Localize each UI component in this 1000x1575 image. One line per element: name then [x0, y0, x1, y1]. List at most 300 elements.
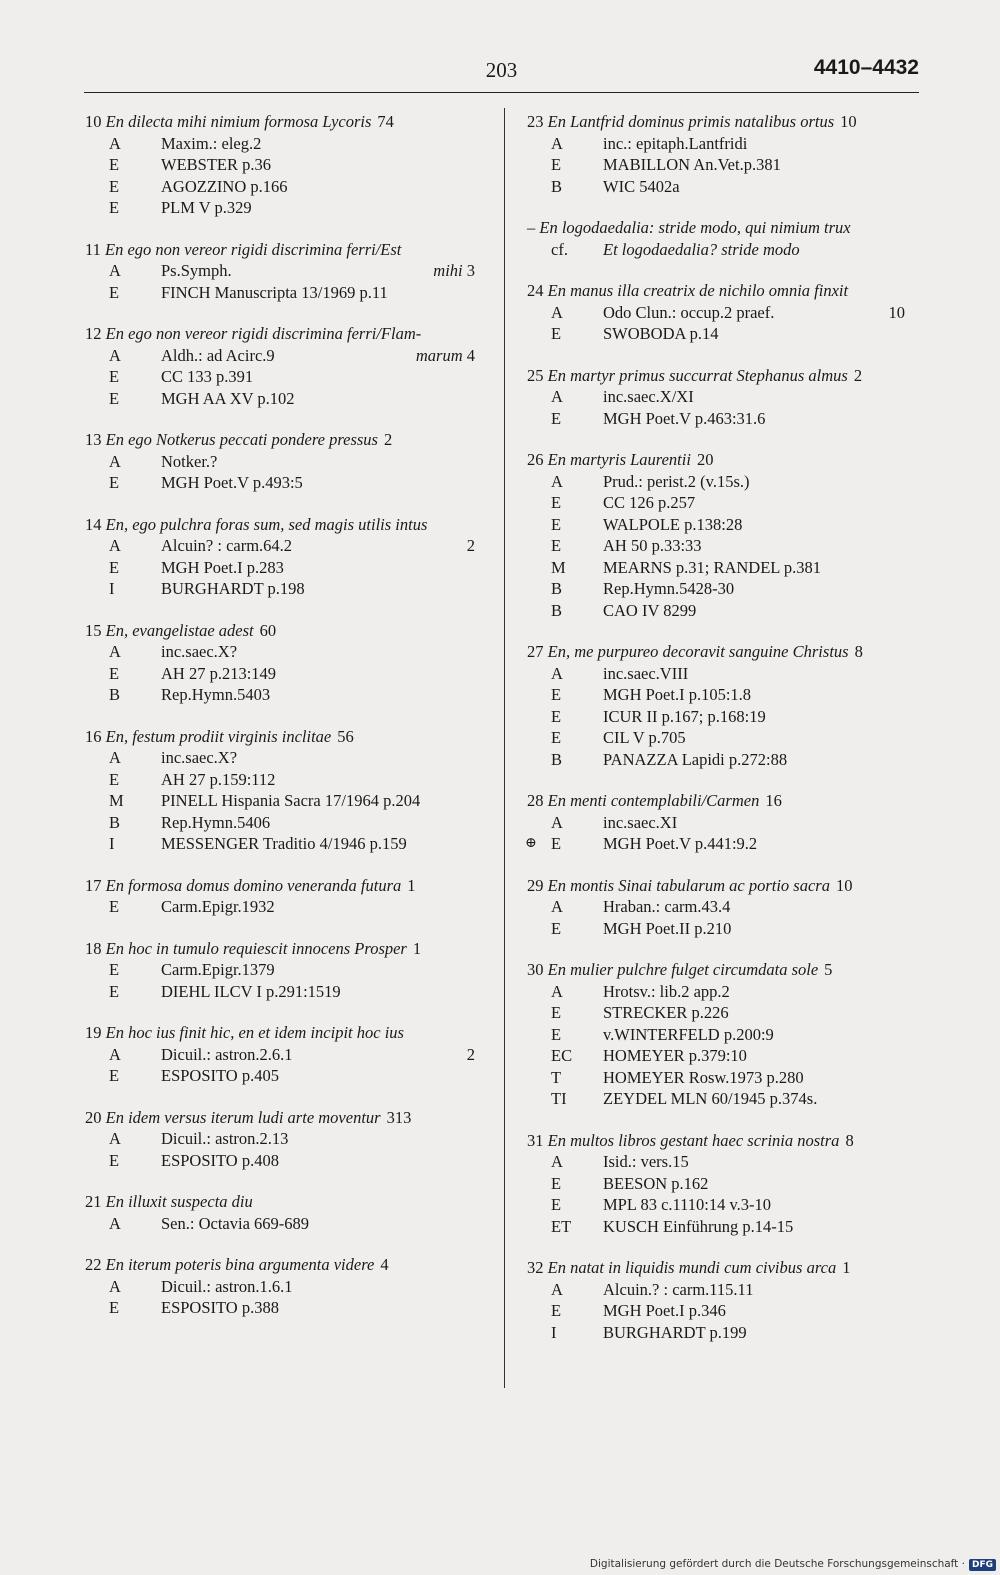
reference-row	[527, 557, 917, 579]
entry-heading	[85, 938, 487, 960]
reference-code: E	[109, 769, 120, 789]
reference-code: E	[551, 1195, 562, 1214]
reference-code: A	[551, 302, 563, 322]
reference-source: inc.saec.X?	[161, 748, 238, 767]
reference-code: A	[551, 471, 563, 491]
index-entry	[85, 1191, 487, 1234]
reference-code: A	[109, 1213, 121, 1233]
reference-source: STRECKER p.226	[603, 1003, 729, 1022]
entry-incipit: En idem versus iterum ludi arte moventur	[105, 1107, 381, 1127]
reference-row	[85, 812, 487, 834]
entry-incipit: En logodaedalia: stride modo, qui nimium trux	[539, 218, 851, 237]
index-entry	[85, 620, 487, 706]
index-entry	[527, 875, 917, 940]
reference-row	[527, 1300, 917, 1322]
entry-incipit: En, ego pulchra foras sum, sed magis utilis intus	[105, 514, 428, 534]
entry-incipit: En, evangelistae adest	[105, 620, 254, 640]
reference-count: 4	[466, 345, 475, 365]
reference-code: A	[109, 345, 121, 365]
entry-heading	[85, 726, 487, 748]
entry-number: 23	[527, 112, 548, 131]
reference-source: ESPOSITO p.408	[161, 1150, 279, 1170]
reference-code: E	[109, 663, 120, 683]
reference-source: Prud.: perist.2 (v.15s.)	[603, 471, 750, 491]
reference-row	[85, 1065, 487, 1087]
reference-row	[527, 239, 917, 261]
entry-heading	[527, 217, 917, 239]
reference-row	[85, 133, 487, 155]
entry-incipit: En Lantfrid dominus primis natalibus ortus	[547, 112, 835, 131]
reference-code: B	[551, 749, 563, 769]
index-entry	[85, 1107, 487, 1172]
entry-number: 22	[85, 1255, 106, 1274]
reference-source: inc.saec.X?	[161, 642, 238, 661]
reference-code: A	[109, 1044, 121, 1064]
reference-source: AH 50 p.33:33	[603, 536, 702, 555]
reference-code: cf.	[551, 239, 568, 259]
reference-code: B	[109, 812, 121, 832]
reference-code: E	[551, 493, 562, 512]
entry-count: 74	[377, 112, 394, 131]
reference-source: HOMEYER Rosw.1973 p.280	[603, 1067, 804, 1087]
reference-code: A	[551, 1279, 563, 1299]
reference-row	[85, 388, 487, 410]
reference-right	[416, 345, 475, 367]
reference-row	[527, 1322, 917, 1344]
reference-code: E	[109, 1150, 120, 1170]
entry-number: 32	[527, 1258, 548, 1277]
entry-heading	[85, 1022, 487, 1044]
reference-code: E	[551, 324, 562, 343]
reference-source: WALPOLE p.138:28	[603, 514, 743, 534]
entry-count: 2	[853, 365, 863, 385]
reference-source: MGH Poet.I p.283	[161, 557, 284, 577]
entry-count: 5	[824, 960, 833, 979]
reference-row	[527, 1067, 917, 1089]
reference-source: MGH Poet.V p.441:9.2	[603, 834, 758, 853]
index-entry	[85, 1254, 487, 1319]
index-entry	[527, 111, 917, 197]
entry-heading	[527, 641, 917, 663]
reference-code: A	[109, 748, 121, 767]
reference-source: Rep.Hymn.5428-30	[603, 579, 735, 598]
entry-count: 10	[835, 875, 853, 895]
reference-row	[527, 514, 917, 536]
reference-row	[527, 812, 917, 834]
reference-row	[527, 133, 917, 155]
reference-source: FINCH Manuscripta 13/1969 p.11	[161, 282, 388, 302]
reference-source: Carm.Epigr.1932	[161, 897, 275, 916]
reference-row	[85, 684, 487, 706]
reference-source: BEESON p.162	[603, 1173, 709, 1193]
reference-row	[85, 1150, 487, 1172]
reference-row	[527, 663, 917, 685]
entry-heading	[527, 1130, 917, 1152]
reference-source: Isid.: vers.15	[603, 1152, 689, 1171]
reference-row	[527, 176, 917, 198]
reference-source: CIL V p.705	[603, 728, 686, 747]
entry-incipit: En formosa domus domino veneranda futura	[105, 875, 402, 895]
reference-code: E	[109, 557, 120, 577]
entry-number: 18	[85, 938, 106, 958]
entry-number: 10	[85, 112, 106, 131]
reference-source: Dicuil.: astron.2.6.1	[161, 1044, 293, 1064]
reference-right	[467, 1044, 475, 1066]
entry-count: 1	[842, 1258, 851, 1277]
reference-code: E	[109, 960, 120, 979]
reference-row	[85, 197, 487, 219]
reference-source: PLM V p.329	[161, 198, 252, 217]
entry-number: 26	[527, 450, 548, 469]
entry-incipit: En ego Notkerus peccati pondere pressus	[105, 430, 378, 449]
reference-source: WEBSTER p.36	[161, 155, 271, 174]
entry-heading	[527, 365, 917, 387]
reference-source: MESSENGER Traditio 4/1946 p.159	[161, 834, 407, 853]
reference-row	[527, 749, 917, 771]
entry-number: 27	[527, 642, 548, 661]
reference-row	[527, 578, 917, 600]
reference-code: EC	[551, 1046, 573, 1065]
reference-source: SWOBODA p.14	[603, 324, 719, 343]
entry-count: 313	[386, 1107, 412, 1127]
reference-right	[433, 260, 475, 282]
reference-code: A	[551, 1152, 563, 1171]
footer-credit	[590, 1558, 996, 1571]
entry-incipit: En martyris Laurentii	[547, 450, 691, 469]
reference-code: TI	[551, 1089, 567, 1108]
index-entry	[85, 239, 487, 304]
entry-incipit: En ego non vereor rigidi discrimina ferri/Est	[105, 239, 402, 259]
reference-code: E	[109, 1298, 120, 1317]
reference-count: 2	[466, 536, 475, 555]
entry-incipit: En multos libros gestant haec scrinia nostra	[547, 1130, 840, 1150]
page-number: 203	[485, 58, 518, 82]
entry-count: 60	[259, 620, 277, 640]
entry-incipit: En iterum poteris bina argumenta videre	[105, 1255, 375, 1274]
reference-row	[85, 557, 487, 579]
reference-row	[85, 790, 487, 812]
reference-row	[85, 366, 487, 388]
index-entry	[85, 111, 487, 219]
entry-count: 1	[412, 938, 422, 958]
entry-count: 56	[337, 726, 354, 746]
reference-row	[527, 896, 917, 918]
reference-code: A	[109, 1276, 121, 1296]
reference-code: ET	[551, 1216, 572, 1236]
reference-row	[85, 176, 487, 198]
reference-code: A	[551, 387, 563, 406]
entry-heading	[85, 111, 487, 133]
reference-row	[527, 1002, 917, 1024]
reference-row	[527, 386, 917, 408]
reference-code: E	[551, 1024, 562, 1044]
reference-source: Notker.?	[161, 451, 218, 471]
reference-row	[85, 1297, 487, 1319]
reference-source: MGH Poet.V p.493:5	[161, 473, 303, 492]
reference-row	[85, 641, 487, 663]
reference-row	[85, 154, 487, 176]
reference-source: inc.saec.X/XI	[603, 387, 694, 406]
reference-code: A	[109, 642, 121, 661]
reference-code: E	[109, 198, 120, 217]
entry-count: 2	[383, 430, 393, 449]
reference-row	[527, 981, 917, 1003]
reference-source: CC 126 p.257	[603, 493, 696, 512]
reference-row	[85, 769, 487, 791]
reference-source: ICUR II p.167; p.168:19	[603, 706, 766, 726]
entry-number: 19	[85, 1023, 106, 1042]
reference-row	[85, 1128, 487, 1150]
reference-row	[85, 896, 487, 918]
reference-source: PINELL Hispania Sacra 17/1964 p.204	[161, 791, 421, 810]
reference-source: Hraban.: carm.43.4	[603, 897, 731, 916]
entry-number: 21	[85, 1192, 106, 1211]
reference-row	[85, 1044, 487, 1066]
reference-row	[527, 1279, 917, 1301]
reference-code: B	[551, 579, 563, 598]
reference-row	[527, 1194, 917, 1216]
reference-code: E	[109, 473, 120, 492]
reference-source: ESPOSITO p.405	[161, 1066, 279, 1085]
reference-source: PANAZZA Lapidi p.272:88	[603, 749, 788, 769]
reference-row	[85, 472, 487, 494]
reference-source: Et logodaedalia? stride modo	[603, 239, 800, 259]
reference-row	[85, 981, 487, 1003]
entry-number: 25	[527, 365, 548, 385]
entry-incipit: En ego non vereor rigidi discrimina ferri/Flam-	[105, 324, 422, 343]
reference-row	[527, 492, 917, 514]
index-entry	[527, 790, 917, 855]
reference-code: A	[551, 663, 563, 683]
reference-code: E	[551, 155, 562, 174]
reference-source: MGH Poet.II p.210	[603, 918, 732, 938]
reference-source: Dicuil.: astron.1.6.1	[161, 1276, 293, 1296]
reference-code: E	[109, 388, 120, 408]
incipit-continuation: marum	[415, 345, 467, 365]
reference-row	[527, 600, 917, 622]
reference-source: MGH Poet.I p.346	[603, 1301, 726, 1320]
entry-heading	[527, 280, 917, 302]
reference-source: Alcuin? : carm.64.2	[161, 536, 293, 555]
reference-code: E	[551, 1173, 562, 1193]
reference-count: 3	[466, 261, 475, 280]
reference-row	[527, 727, 917, 749]
entry-heading	[85, 514, 487, 536]
reference-count: 2	[466, 1044, 475, 1064]
reference-count: 10	[888, 302, 905, 322]
annotation-mark: ⊕	[525, 836, 537, 851]
entry-number: 29	[527, 875, 548, 895]
entry-count: 4	[380, 1255, 389, 1274]
reference-source: AH 27 p.213:149	[161, 663, 277, 683]
incipit-continuation: mihi	[433, 261, 467, 280]
reference-code: M	[109, 791, 124, 810]
entry-heading	[85, 1107, 487, 1129]
reference-code: E	[551, 918, 562, 938]
entry-number: –	[527, 218, 540, 237]
reference-code: T	[551, 1067, 562, 1087]
reference-source: CC 133 p.391	[161, 367, 254, 386]
reference-source: ZEYDEL MLN 60/1945 p.374s.	[603, 1089, 818, 1108]
entry-heading	[85, 429, 487, 451]
reference-source: v.WINTERFELD p.200:9	[603, 1024, 774, 1044]
reference-source: ESPOSITO p.388	[161, 1298, 279, 1317]
entry-number: 15	[85, 620, 106, 640]
entry-incipit: En, festum prodiit virginis inclitae	[105, 726, 332, 746]
reference-source: MGH AA XV p.102	[161, 388, 295, 408]
entry-count: 16	[765, 791, 782, 810]
reference-source: Dicuil.: astron.2.13	[161, 1129, 289, 1148]
reference-source: Hrotsv.: lib.2 app.2	[603, 981, 730, 1001]
entry-incipit: En hoc ius finit hic, en et idem incipit hoc ius	[105, 1023, 404, 1042]
entry-incipit: En menti contemplabili/Carmen	[547, 791, 760, 810]
reference-source: WIC 5402a	[603, 176, 680, 196]
entry-incipit: En montis Sinai tabularum ac portio sacra	[547, 875, 830, 895]
entry-incipit: En mulier pulchre fulget circumdata sole	[547, 960, 819, 979]
index-entry	[85, 514, 487, 600]
entry-number: 16	[85, 726, 106, 746]
reference-right	[467, 535, 475, 557]
reference-row	[527, 535, 917, 557]
entry-heading	[85, 620, 487, 642]
reference-row	[85, 833, 487, 855]
reference-code: B	[109, 685, 121, 704]
reference-source: Alcuin.? : carm.115.11	[603, 1279, 754, 1299]
index-entry	[85, 429, 487, 494]
entry-heading	[527, 1257, 917, 1279]
reference-row	[527, 684, 917, 706]
reference-source: MPL 83 c.1110:14 v.3-10	[603, 1195, 772, 1214]
index-entry	[527, 1257, 917, 1343]
reference-code: A	[551, 133, 563, 153]
entry-count: 10	[840, 112, 857, 131]
entry-range: 4410–4432	[813, 56, 919, 79]
reference-row	[527, 918, 917, 940]
reference-row	[527, 1216, 917, 1238]
index-entry	[85, 1022, 487, 1087]
reference-code: I	[551, 1322, 557, 1342]
reference-source: MGH Poet.I p.105:1.8	[603, 685, 752, 704]
reference-row	[527, 471, 917, 493]
reference-code: E	[109, 367, 120, 386]
reference-code: E	[551, 834, 562, 853]
reference-code: E	[551, 1003, 562, 1022]
entry-incipit: En manus illa creatrix de nichilo omnia finxit	[547, 281, 849, 300]
reference-source: Carm.Epigr.1379	[161, 960, 275, 979]
footer-text: Digitalisierung gefördert durch die Deutsche Forschungsgemeinschaft ·	[589, 1558, 965, 1570]
entry-incipit: En illuxit suspecta diu	[105, 1192, 253, 1211]
entry-heading	[527, 111, 917, 133]
entry-count: 20	[696, 450, 714, 469]
index-entry	[527, 449, 917, 621]
reference-row	[527, 302, 917, 324]
entry-number: 14	[85, 514, 106, 534]
entry-heading	[527, 875, 917, 897]
reference-row	[527, 408, 917, 430]
reference-source: Ps.Symph.	[161, 261, 232, 280]
entry-number: 24	[527, 281, 548, 300]
index-entry	[527, 217, 917, 260]
column-divider	[504, 108, 505, 1388]
reference-source: inc.saec.XI	[603, 812, 678, 832]
reference-row	[85, 747, 487, 769]
reference-code: E	[551, 536, 562, 555]
entry-count: 8	[854, 642, 863, 661]
entry-heading	[85, 1191, 487, 1213]
reference-row	[527, 1024, 917, 1046]
reference-code: I	[109, 579, 115, 598]
entry-incipit: En, me purpureo decoravit sanguine Christus	[547, 642, 849, 661]
reference-code: E	[551, 514, 562, 534]
index-entry	[85, 726, 487, 855]
reference-source: DIEHL ILCV I p.291:1519	[161, 981, 341, 1001]
reference-source: inc.: epitaph.Lantfridi	[603, 133, 748, 153]
reference-row	[85, 282, 487, 304]
entry-count: 1	[407, 875, 416, 895]
reference-row	[527, 706, 917, 728]
reference-code: E	[109, 155, 120, 174]
reference-source: MGH Poet.V p.463:31.6	[603, 408, 766, 428]
reference-source: AGOZZINO p.166	[161, 176, 288, 196]
index-entry	[527, 641, 917, 770]
reference-row	[85, 1213, 487, 1235]
entry-number: 13	[85, 430, 106, 449]
index-entry	[527, 365, 917, 430]
reference-row	[85, 260, 487, 282]
reference-row	[527, 1045, 917, 1067]
reference-code: E	[551, 685, 562, 704]
index-entry	[85, 938, 487, 1003]
reference-code: A	[109, 261, 121, 280]
reference-right	[889, 302, 906, 324]
reference-row	[527, 323, 917, 345]
reference-row	[85, 663, 487, 685]
entry-number: 17	[85, 875, 106, 895]
reference-row	[527, 154, 917, 176]
reference-source: HOMEYER p.379:10	[603, 1046, 747, 1065]
reference-source: MEARNS p.31; RANDEL p.381	[603, 557, 822, 577]
entry-incipit: En dilecta mihi nimium formosa Lycoris	[105, 112, 372, 131]
dfg-logo: DFG	[969, 1559, 996, 1571]
reference-source: Rep.Hymn.5403	[161, 685, 271, 704]
entry-heading	[85, 1254, 487, 1276]
entry-heading	[85, 323, 487, 345]
index-entry	[85, 323, 487, 409]
reference-source: KUSCH Einführung p.14-15	[603, 1216, 794, 1236]
reference-source: Maxim.: eleg.2	[161, 133, 262, 153]
reference-code: E	[109, 282, 120, 302]
reference-row	[85, 959, 487, 981]
reference-source: Aldh.: ad Acirc.9	[161, 345, 275, 365]
reference-code: A	[109, 536, 121, 555]
reference-row	[85, 578, 487, 600]
reference-row	[527, 833, 917, 855]
index-entry	[527, 959, 917, 1110]
left-column	[85, 111, 487, 1339]
reference-code: A	[109, 451, 121, 471]
entry-heading	[527, 959, 917, 981]
entry-number: 31	[527, 1130, 548, 1150]
reference-source: CAO IV 8299	[603, 600, 697, 620]
reference-source: Sen.: Octavia 669-689	[161, 1213, 310, 1233]
reference-code: A	[109, 133, 121, 153]
reference-code: E	[551, 408, 562, 428]
reference-row	[527, 1088, 917, 1110]
reference-row	[85, 451, 487, 473]
reference-source: Odo Clun.: occup.2 praef.	[603, 302, 775, 322]
reference-source: BURGHARDT p.198	[161, 579, 305, 598]
reference-code: I	[109, 834, 115, 853]
